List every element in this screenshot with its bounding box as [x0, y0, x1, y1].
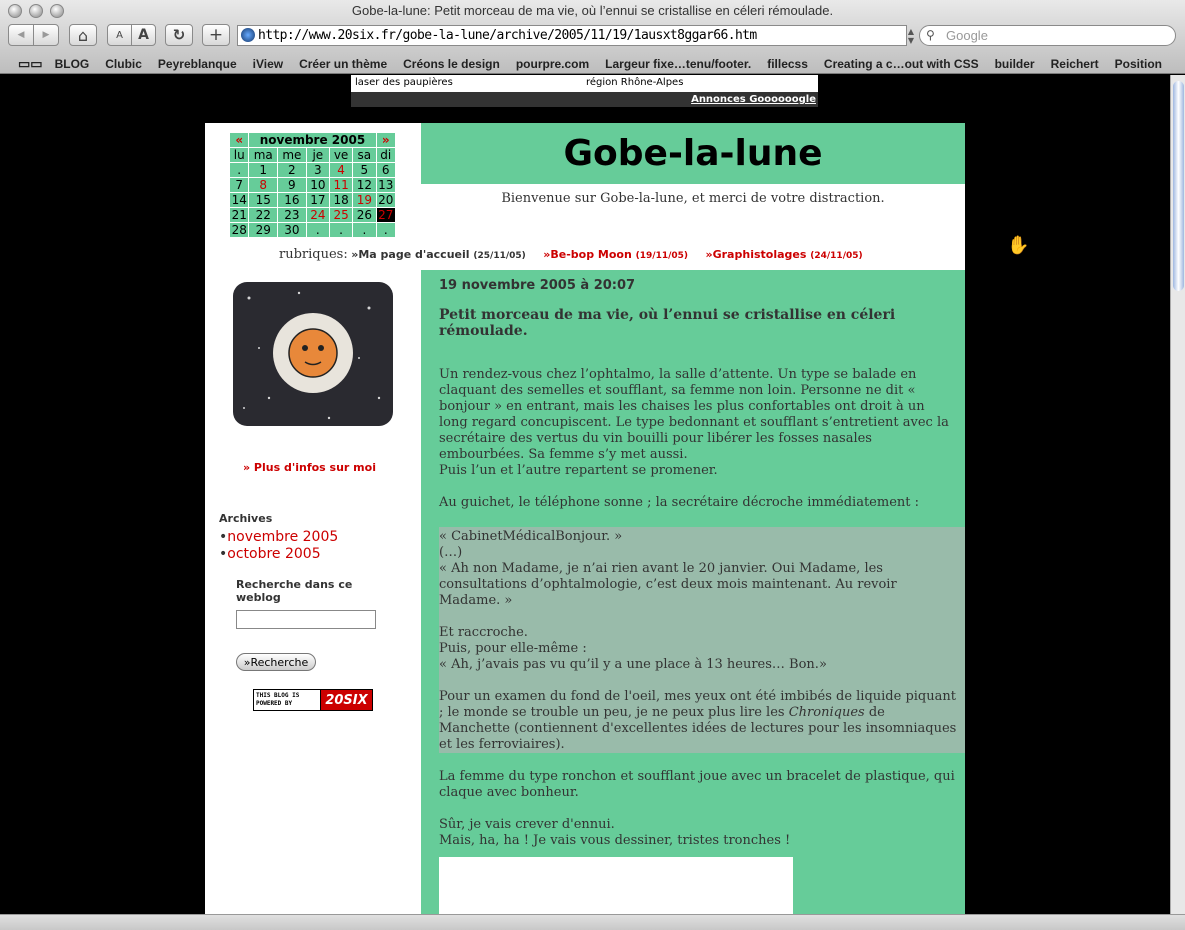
calendar-day: 29	[249, 223, 278, 238]
post-paragraph	[439, 817, 957, 849]
forward-icon: ▶	[42, 30, 50, 40]
blog-search-title: Recherche dans ce weblog	[236, 578, 353, 604]
rubrique-link-graphistolages[interactable]	[706, 248, 863, 261]
calendar-day: 9	[278, 178, 307, 193]
calendar-week	[230, 208, 396, 223]
calendar-month: novembre 2005	[249, 133, 376, 148]
bookmark-item[interactable]: Créer un thème	[299, 57, 388, 71]
text-smaller-button[interactable]	[107, 24, 132, 46]
calendar-day-link[interactable]: 8	[249, 178, 278, 193]
calendar-day: 20	[376, 193, 396, 208]
calendar-day: 2	[278, 163, 307, 178]
bookmark-item[interactable]: iView	[252, 57, 284, 71]
post-text: (…)	[439, 545, 463, 560]
calendar-day: 3	[306, 163, 329, 178]
calendar-day: 12	[353, 178, 376, 193]
post-text: Sûr, je vais crever d'ennui.	[439, 817, 615, 832]
bookmark-item[interactable]: fillecss	[767, 57, 808, 71]
calendar-day: 14	[230, 193, 249, 208]
bookmark-item[interactable]: Creating a c…out with CSS	[823, 57, 979, 71]
window-title: Gobe-la-lune: Petit morceau de ma vie, où l’ennui se cristallise en céleri rémoulade.	[351, 3, 834, 18]
archive-label: novembre 2005	[227, 529, 339, 545]
calendar-day: 26	[353, 208, 376, 223]
bookmark-item[interactable]: Créons le design	[403, 57, 500, 71]
calendar-day: 6	[376, 163, 396, 178]
calendar-day: .	[353, 223, 376, 238]
calendar-weekday: sa	[353, 148, 376, 163]
blog-post	[439, 278, 957, 865]
bookmark-item[interactable]: Peyreblanque	[157, 57, 237, 71]
post-text: Puis l’un et l’autre repartent se promener.	[439, 463, 718, 478]
home-icon: ⌂	[77, 25, 89, 45]
browser-chrome	[0, 0, 1185, 74]
calendar-day-link[interactable]: 25	[329, 208, 352, 223]
bookmark-item[interactable]: Reichert	[1050, 57, 1099, 71]
back-button[interactable]	[8, 24, 34, 46]
search-field[interactable]: Google	[919, 25, 1176, 46]
calendar-week	[230, 223, 396, 238]
rubrique-label: »Ma page d'accueil	[351, 248, 470, 261]
calendar-day: 17	[306, 193, 329, 208]
calendar-day: 23	[278, 208, 307, 223]
calendar-weekday: ma	[249, 148, 278, 163]
rubriques-label: rubriques:	[279, 247, 348, 262]
web-page	[0, 75, 1170, 914]
globe-icon	[241, 28, 255, 42]
calendar-day: 5	[353, 163, 376, 178]
calendar-day: 27	[376, 208, 396, 223]
calendar-day: .	[306, 223, 329, 238]
add-bookmark-button[interactable]	[202, 24, 230, 46]
calendar-day: 15	[249, 193, 278, 208]
archive-link-novembre[interactable]	[219, 529, 338, 545]
post-text: Puis, pour elle-même :	[439, 641, 587, 656]
post-text: Un rendez-vous chez l’ophtalmo, la salle d’attente. Un type se balade en claquant des semelles et soufflant, sa femme non loin. Personne ne dit « bonjour » en entrant, mais les chaises les plus confortables ont droit à un long regard concupiscent. Le type bedonnant et soufflant s’entretient avec la secrétaire des vertus du vin bouilli pour libérer les fosses nasales embourbées. Sa femme s’y met aussi.	[439, 367, 949, 462]
ad-footer-link[interactable]: Annonces Goooooogle	[351, 92, 818, 107]
post-date: 19 novembre 2005 à 20:07	[439, 278, 636, 293]
post-image	[439, 857, 793, 914]
calendar-day: 16	[278, 193, 307, 208]
archives-title: Archives	[219, 512, 273, 525]
home-button[interactable]	[69, 24, 97, 46]
calendar-weekday: lu	[230, 148, 249, 163]
scrollbar-thumb[interactable]	[1173, 81, 1184, 291]
rubrique-label: »Be-bop Moon	[543, 248, 632, 261]
powered-by-20six-badge[interactable]	[253, 689, 373, 711]
post-text-part: Pour un examen du fond de l'oeil, mes yeux ont été imbibés de liquide piquant ; le monde se trouble un peu, je ne peux plus lire les	[439, 689, 956, 720]
blog-container	[205, 123, 965, 914]
post-paragraph	[439, 769, 957, 801]
bookmarks-book-icon[interactable]: ▭▭	[18, 56, 43, 71]
post-text: « CabinetMédicalBonjour. »	[439, 529, 623, 544]
avatar	[229, 278, 397, 430]
forward-button[interactable]	[33, 24, 59, 46]
calendar-day-link[interactable]: 11	[329, 178, 352, 193]
text-bigger-button[interactable]	[131, 24, 156, 46]
post-text: « Ah, j’avais pas vu qu’il y a une place à 13 heures… Bon.»	[439, 657, 827, 672]
badge-left-text: THIS BLOG IS POWERED BY	[256, 692, 300, 707]
calendar-week	[230, 163, 396, 178]
post-text	[439, 689, 957, 753]
text-bigger-icon: A	[138, 27, 149, 43]
calendar-prev-link[interactable]: «	[230, 133, 249, 148]
calendar-day: 22	[249, 208, 278, 223]
address-field[interactable]: http://www.20six.fr/gobe-la-lune/archive/2005/11/19/1ausxt8ggar66.htm	[237, 25, 907, 46]
hand-cursor-icon: ✋	[1007, 235, 1030, 256]
bullet-icon: •	[219, 546, 228, 562]
bookmark-item[interactable]: Largeur fixe…tenu/footer.	[605, 57, 752, 71]
bookmarks-bar	[0, 54, 1185, 74]
moon-drawing-icon	[229, 278, 397, 430]
post-text: Et raccroche.	[439, 625, 528, 640]
calendar-day: .	[230, 163, 249, 178]
calendar-weekday: je	[306, 148, 329, 163]
archive-label: octobre 2005	[227, 546, 321, 562]
calendar-day: .	[329, 223, 352, 238]
post-text: Au guichet, le téléphone sonne ; la secrétaire décroche immédiatement :	[439, 495, 919, 510]
post-title: Petit morceau de ma vie, où l’ennui se cristallise en céleri rémoulade.	[439, 307, 896, 339]
post-text-part: de Manchette (contiennent d'excellentes idées de lectures pour les insomniaques et les ferroviaires).	[439, 705, 957, 752]
highlighted-selection	[439, 527, 965, 753]
bookmark-item[interactable]: builder	[994, 57, 1035, 71]
blog-search-input[interactable]	[236, 610, 376, 629]
calendar-day: 7	[230, 178, 249, 193]
calendar-day: .	[376, 223, 396, 238]
rubriques-bar	[279, 247, 969, 262]
vertical-scrollbar[interactable]	[1170, 75, 1185, 914]
calendar-week	[230, 178, 396, 193]
calendar-weekday: ve	[329, 148, 352, 163]
post-paragraph	[439, 495, 957, 511]
rubrique-date: (19/11/05)	[635, 251, 689, 261]
back-icon: ◀	[17, 30, 25, 40]
post-paragraph	[439, 367, 957, 479]
rubrique-label: »Graphistolages	[705, 248, 807, 261]
calendar-day: 30	[278, 223, 307, 238]
url-dropdown-icon[interactable]: ▲ ▼	[907, 26, 915, 45]
bookmark-item[interactable]: BLOG	[54, 57, 90, 71]
calendar-day: 13	[376, 178, 396, 193]
calendar-day: 18	[329, 193, 352, 208]
calendar-weekday: me	[278, 148, 307, 163]
rubrique-date: (25/11/05)	[473, 251, 526, 261]
plus-icon: +	[208, 25, 224, 45]
calendar-day: 10	[306, 178, 329, 193]
rubrique-link-bebop[interactable]	[543, 248, 688, 261]
ad-text-right[interactable]: région Rhône-Alpes	[586, 77, 684, 88]
calendar-day-link[interactable]: 19	[353, 193, 376, 208]
post-text: La femme du type ronchon et soufflant joue avec un bracelet de plastique, qui claque avec bonheur.	[439, 769, 955, 800]
calendar	[229, 132, 396, 238]
archive-link-octobre[interactable]	[219, 546, 321, 562]
calendar-day: 21	[230, 208, 249, 223]
calendar-day: 28	[230, 223, 249, 238]
more-info-link[interactable]: » Plus d'infos sur moi	[243, 461, 376, 474]
post-text: « Ah non Madame, je n’ai rien avant le 20 janvier. Oui Madame, les consultations d’ophtalmologie, c’est deux mois maintenant. Au revoir Madame. »	[439, 561, 897, 608]
post-area	[421, 270, 965, 914]
rubrique-link-accueil[interactable]	[351, 248, 526, 261]
book-title: Chroniques	[788, 705, 865, 720]
search-icon[interactable]: ⚲	[926, 28, 935, 42]
calendar-week	[230, 193, 396, 208]
calendar-next-link[interactable]: »	[376, 133, 396, 148]
reload-button[interactable]	[165, 24, 193, 46]
bookmark-item[interactable]: pourpre.com	[515, 57, 590, 71]
bookmark-item[interactable]: Position	[1114, 57, 1162, 71]
ad-text-left[interactable]: laser des paupières	[355, 77, 453, 88]
calendar-day-link[interactable]: 24	[306, 208, 329, 223]
post-text: Mais, ha, ha ! Je vais vous dessiner, tristes tronches !	[439, 833, 791, 848]
blog-title: Gobe-la-lune	[421, 123, 965, 184]
blog-search-button[interactable]: »Recherche	[236, 653, 316, 671]
calendar-weekdays	[230, 148, 396, 163]
calendar-day-link[interactable]: 4	[329, 163, 352, 178]
blog-tagline: Bienvenue sur Gobe-la-lune, et merci de votre distraction.	[501, 191, 885, 206]
badge-logo: 20SIX	[320, 690, 372, 710]
rubrique-date: (24/11/05)	[810, 251, 863, 261]
calendar-day: 1	[249, 163, 278, 178]
calendar-days	[230, 163, 396, 238]
bullet-icon: •	[219, 529, 228, 545]
reload-icon: ↻	[172, 26, 186, 44]
window-bottom-bar	[0, 914, 1185, 930]
bookmark-item[interactable]: Clubic	[105, 57, 142, 71]
calendar-weekday: di	[376, 148, 396, 163]
text-smaller-icon: A	[116, 29, 123, 41]
